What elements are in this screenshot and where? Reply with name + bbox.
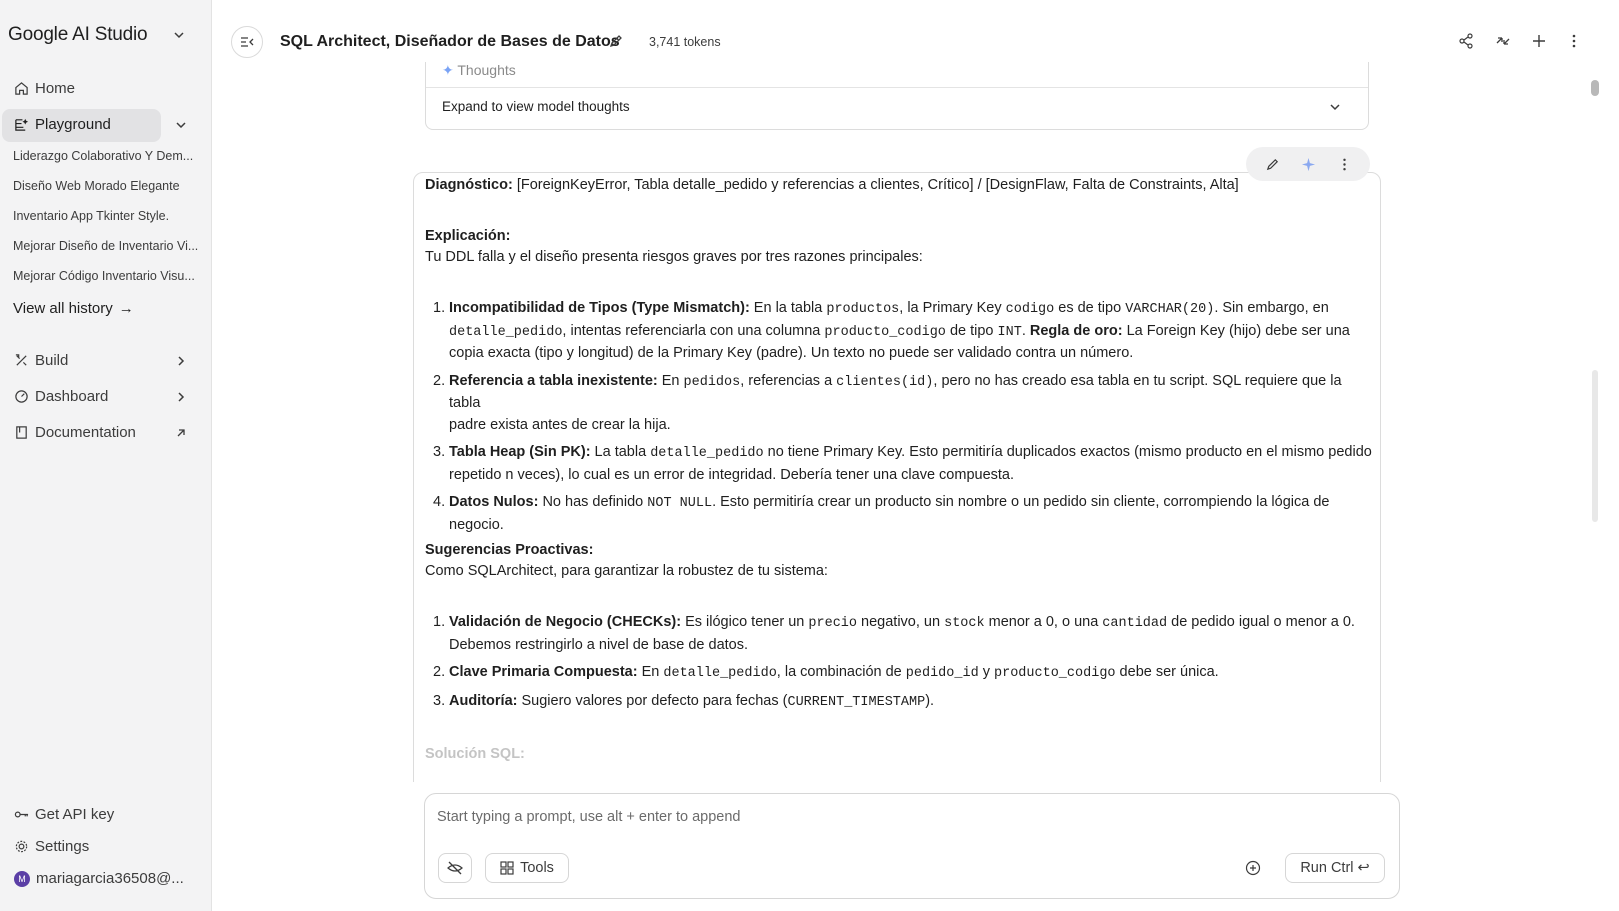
thoughts-label xyxy=(442,62,516,79)
prompt-input[interactable]: Start typing a prompt, use alt + enter to append xyxy=(437,809,741,825)
document-icon xyxy=(14,425,29,440)
api-key-label: Get API key xyxy=(35,806,115,823)
key-icon xyxy=(14,807,29,822)
playground-icon xyxy=(14,117,29,132)
code: clientes(id) xyxy=(836,374,934,390)
code: detalle_pedido xyxy=(449,324,563,340)
list-number: 1. xyxy=(433,300,446,316)
nav-home-label: Home xyxy=(35,80,76,97)
chevron-right-icon[interactable] xyxy=(174,390,188,404)
nav-build[interactable] xyxy=(14,352,68,369)
diagnostico-text: [ForeignKeyError, Tabla detalle_pedido y referencias a clientes, Crítico] / [DesignFlaw, Falta de Constraints, Alta] xyxy=(516,177,1239,193)
thoughts-title: Thoughts xyxy=(457,62,516,78)
code: VARCHAR(20) xyxy=(1125,302,1215,317)
sugerencias-intro: Como SQLArchitect, para garantizar la robustez de tu sistema: xyxy=(425,563,828,579)
code: detalle_pedido xyxy=(650,446,764,461)
view-all-label: View all history xyxy=(13,300,113,317)
code: pedido_id xyxy=(905,666,979,681)
run-label: Run Ctrl ↩ xyxy=(1300,860,1370,876)
history-item[interactable]: Diseño Web Morado Elegante xyxy=(13,179,180,193)
list-item xyxy=(425,691,1375,714)
code: stock xyxy=(944,616,985,631)
history-item[interactable]: Mejorar Diseño de Inventario Vi... xyxy=(13,239,199,253)
pencil-icon[interactable] xyxy=(608,33,624,49)
chat-content xyxy=(213,62,1593,782)
text: Es ilógico tener un xyxy=(681,614,809,630)
code: cantidad xyxy=(1102,616,1168,631)
code: codigo xyxy=(1005,302,1055,317)
text: . xyxy=(1021,322,1030,339)
list-item xyxy=(425,442,1375,486)
chevron-down-icon[interactable] xyxy=(174,118,188,132)
share-icon[interactable] xyxy=(1458,33,1474,49)
add-circle-icon[interactable] xyxy=(1245,860,1261,876)
text: ). xyxy=(925,692,935,709)
brand-logo[interactable]: Google AI Studio xyxy=(8,24,148,45)
text: copia exacta (tipo y longitud) de la Primary Key (padre). Un texto no puede ser validado contra un número. xyxy=(449,345,1134,361)
nav-home[interactable] xyxy=(14,80,75,97)
token-count: 3,741 tokens xyxy=(649,35,721,49)
text: , pero no has creado esa tabla en tu script. SQL requiere que la tabla xyxy=(449,372,1342,411)
text: y xyxy=(978,664,994,680)
bold-term: Referencia a tabla inexistente: xyxy=(449,372,658,389)
text: No has definido xyxy=(538,494,648,510)
text: , intentas referenciarla con una columna xyxy=(562,322,825,339)
history-item[interactable]: Liderazgo Colaborativo Y Dem... xyxy=(13,149,194,163)
collapse-sidebar-button[interactable] xyxy=(231,26,263,58)
text: En xyxy=(637,664,664,680)
text: La tabla xyxy=(590,444,651,460)
avatar: M xyxy=(14,871,30,887)
code: precio xyxy=(808,616,858,631)
text: repetido n veces), lo cual es un error de integridad. Debería tener una clave compuesta. xyxy=(449,466,1015,483)
sugerencias-label: Sugerencias Proactivas: xyxy=(425,542,594,558)
get-api-key-link[interactable] xyxy=(14,806,114,823)
text: , la combinación de xyxy=(776,664,906,680)
compare-icon[interactable] xyxy=(1495,33,1511,49)
text: negativo, un xyxy=(857,614,945,630)
home-icon xyxy=(14,81,29,96)
more-vert-icon[interactable] xyxy=(1337,157,1352,172)
dashboard-icon xyxy=(14,389,29,404)
sparkle-icon[interactable] xyxy=(1301,157,1316,172)
explicacion-intro: Tu DDL falla y el diseño presenta riesgos graves por tres razones principales: xyxy=(425,249,923,265)
list-item xyxy=(425,612,1375,656)
arrow-right-icon: → xyxy=(118,300,134,317)
list-item xyxy=(425,492,1375,536)
toggle-visibility-button[interactable] xyxy=(438,853,472,883)
build-icon xyxy=(14,353,29,368)
text: es de tipo xyxy=(1054,300,1126,316)
nav-playground[interactable] xyxy=(14,116,111,133)
code: productos xyxy=(826,302,900,317)
pencil-icon[interactable] xyxy=(1265,157,1280,172)
explicacion-list xyxy=(425,298,1375,542)
history-item[interactable]: Inventario App Tkinter Style. xyxy=(13,209,170,223)
history-item[interactable]: Mejorar Código Inventario Visu... xyxy=(13,269,195,283)
bold-term: Regla de oro: xyxy=(1029,322,1123,339)
text: . Esto permitiría crear un producto sin nombre o un pedido sin cliente, corrompiendo la lógica de xyxy=(712,494,1330,510)
collapse-icon xyxy=(240,35,254,49)
tools-button[interactable] xyxy=(485,853,569,883)
nav-dashboard-label: Dashboard xyxy=(35,388,109,405)
nav-documentation-label: Documentation xyxy=(35,424,136,441)
text: debe ser única. xyxy=(1115,664,1219,680)
bold-term: Validación de Negocio (CHECKs): xyxy=(449,614,682,630)
bold-term: Clave Primaria Compuesta: xyxy=(449,664,638,680)
plus-icon[interactable] xyxy=(1531,33,1547,49)
list-item xyxy=(425,371,1375,437)
nav-documentation[interactable] xyxy=(14,424,136,441)
bold-term: Tabla Heap (Sin PK): xyxy=(449,444,591,460)
scrollbar-track[interactable] xyxy=(1592,370,1598,522)
code: producto_codigo xyxy=(994,666,1116,681)
list-number: 4. xyxy=(433,494,446,510)
expand-thoughts-label[interactable]: Expand to view model thoughts xyxy=(442,99,630,114)
text: , la Primary Key xyxy=(899,300,1006,316)
text: no tiene Primary Key. Esto permitiría duplicados exactos (mismo producto en el mismo pedido xyxy=(763,444,1372,460)
list-number: 2. xyxy=(433,664,446,680)
explicacion-heading xyxy=(425,226,1375,248)
code: pedidos xyxy=(683,374,741,390)
divider xyxy=(426,87,1368,88)
text: , referencias a xyxy=(740,372,837,389)
text: La Foreign Key (hijo) debe ser una xyxy=(1122,322,1350,339)
settings-link[interactable] xyxy=(14,838,89,855)
prompt-box xyxy=(424,793,1400,899)
diagnostico-label: Diagnóstico: xyxy=(425,177,513,193)
code: detalle_pedido xyxy=(663,666,777,681)
text: negocio. xyxy=(449,516,504,533)
account-email: mariagarcia36508@... xyxy=(36,870,184,887)
text: En xyxy=(657,372,684,389)
code: NOT NULL xyxy=(647,496,713,511)
bold-term: Datos Nulos: xyxy=(449,494,539,510)
solucion-heading: Solución SQL: xyxy=(425,746,525,762)
diagnostico-paragraph xyxy=(425,175,1375,197)
account-menu[interactable] xyxy=(14,870,184,887)
external-link-icon[interactable] xyxy=(174,426,188,440)
code: producto_codigo xyxy=(824,324,946,340)
list-number: 3. xyxy=(433,444,446,460)
sparkle-icon: ✦ xyxy=(442,62,454,78)
list-number: 3. xyxy=(433,692,446,709)
text: En la tabla xyxy=(749,300,827,316)
text: de tipo xyxy=(945,322,998,339)
nav-playground-label: Playground xyxy=(35,116,111,133)
text: menor a 0, o una xyxy=(984,614,1103,630)
text: Sugiero valores por defecto para fechas ( xyxy=(517,692,788,709)
nav-dashboard[interactable] xyxy=(14,388,108,405)
sugerencias-heading xyxy=(425,540,1375,562)
chevron-down-icon[interactable] xyxy=(1328,100,1342,114)
chevron-down-icon[interactable] xyxy=(172,28,186,42)
sidebar xyxy=(0,0,212,911)
view-all-history-link[interactable] xyxy=(13,300,134,317)
eye-off-icon xyxy=(447,860,463,876)
run-button[interactable] xyxy=(1285,853,1385,883)
list-item xyxy=(425,298,1375,365)
list-item xyxy=(425,662,1375,685)
thoughts-panel[interactable] xyxy=(425,62,1369,130)
text: . Sin embargo, en xyxy=(1214,300,1329,316)
gear-icon xyxy=(14,839,29,854)
more-vert-icon[interactable] xyxy=(1566,33,1582,49)
list-number: 1. xyxy=(433,614,446,630)
grid-icon xyxy=(500,861,514,875)
scrollbar-thumb[interactable] xyxy=(1591,80,1599,96)
text: padre exista antes de crear la hija. xyxy=(449,416,671,433)
code: CURRENT_TIMESTAMP xyxy=(787,694,926,710)
sugerencias-list xyxy=(425,612,1375,719)
nav-build-label: Build xyxy=(35,352,69,369)
bold-term: Incompatibilidad de Tipos (Type Mismatch): xyxy=(449,300,750,316)
code: INT xyxy=(997,324,1022,340)
chevron-right-icon[interactable] xyxy=(174,354,188,368)
list-number: 2. xyxy=(433,372,446,389)
text: de pedido igual o menor a 0. xyxy=(1167,614,1355,630)
bold-term: Auditoría: xyxy=(449,692,518,709)
settings-label: Settings xyxy=(35,838,90,855)
text: Debemos restringirlo a nivel de base de datos. xyxy=(449,636,749,653)
explicacion-label: Explicación: xyxy=(425,228,511,244)
page-title: SQL Architect, Diseñador de Bases de Datos xyxy=(280,33,620,50)
tools-label: Tools xyxy=(520,860,554,876)
